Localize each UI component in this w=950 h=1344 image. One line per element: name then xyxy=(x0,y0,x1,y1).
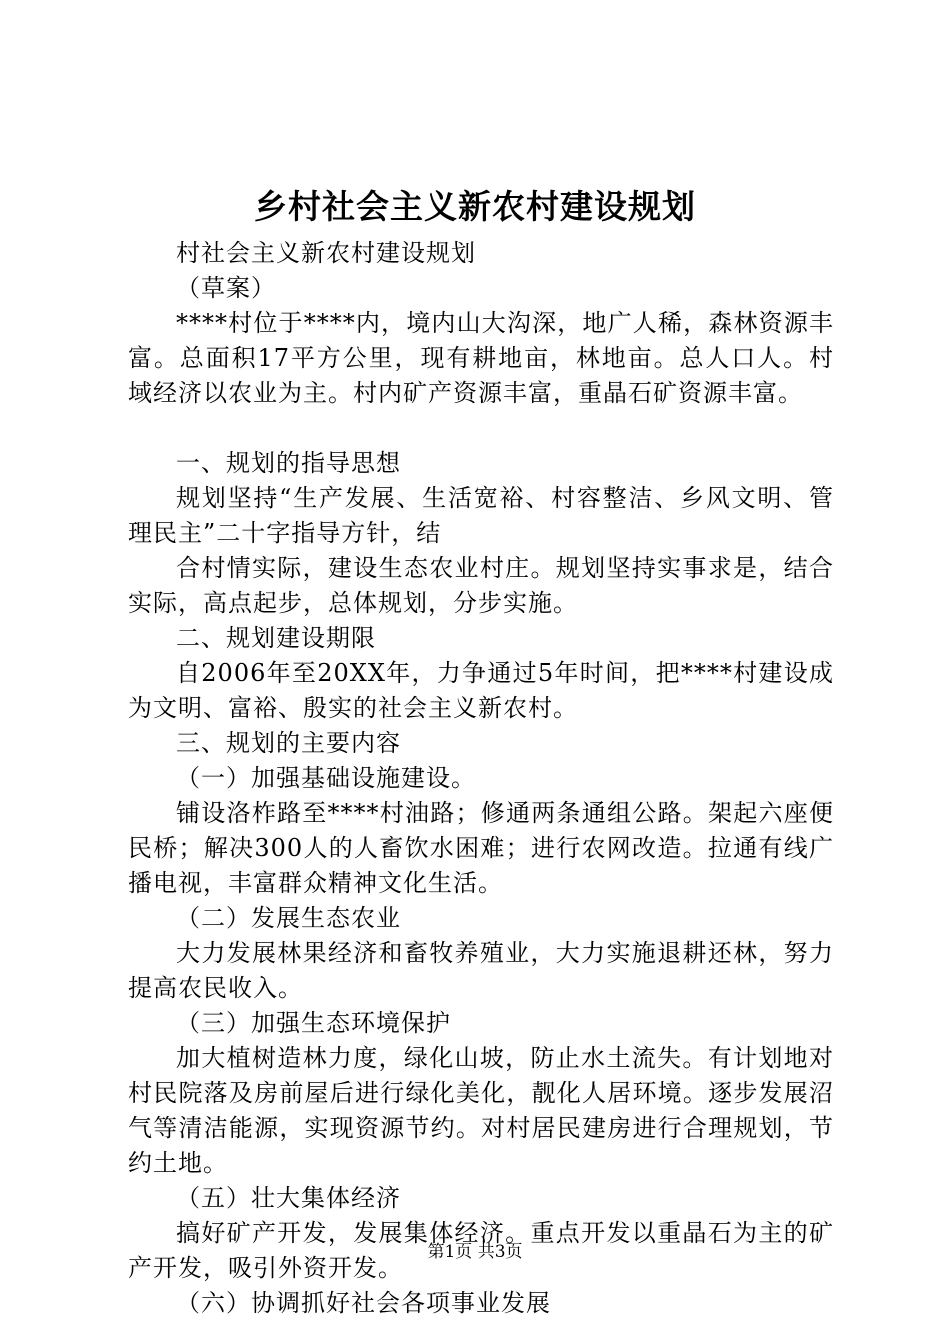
subsection-heading-1: （一）加强基础设施建设。 xyxy=(176,764,476,792)
intro-paragraph: ****村位于****内，境内山大沟深，地广人稀，森林资源丰富。总面积17平方公里，现有耕地亩，林地亩。总人口人。村域经济以农业为主。村内矿产资源丰富，重晶石矿资源丰富。 xyxy=(128,309,834,407)
body-paragraph: 加大植树造林力度，绿化山坡，防止水土流失。有计划地对村民院落及房前屋后进行绿化美化，靓化人居环境。逐步发展沼气等清洁能源，实现资源节约。对村居民建房进行合理规划，节约土地。 xyxy=(128,1044,834,1177)
subsection-heading-2: （二）发展生态农业 xyxy=(176,904,401,932)
section-heading-1: 一、规划的指导思想 xyxy=(176,449,401,477)
subsection-heading-5: （五）壮大集体经济 xyxy=(176,1184,401,1212)
subtitle-paragraph: 村社会主义新农村建设规划 xyxy=(176,239,476,267)
subsection-heading-6: （六）协调抓好社会各项事业发展 xyxy=(176,1289,551,1317)
document-body xyxy=(128,236,834,1321)
subsection-heading-3: （三）加强生态环境保护 xyxy=(176,1009,451,1037)
draft-label: （草案） xyxy=(176,274,276,302)
body-paragraph: 铺设洛柞路至****村油路；修通两条通组公路。架起六座便民桥；解决300人的人畜饮水困难；进行农网改造。拉通有线广播电视，丰富群众精神文化生活。 xyxy=(128,799,834,897)
paragraph-gap xyxy=(128,411,834,446)
body-paragraph: 规划坚持“生产发展、生活宽裕、村容整洁、乡风文明、管理民主”二十字指导方针，结 xyxy=(128,484,834,547)
document-title: 乡村社会主义新农村建设规划 xyxy=(254,187,696,226)
section-heading-3: 三、规划的主要内容 xyxy=(176,729,401,757)
section-heading-2: 二、规划建设期限 xyxy=(176,624,376,652)
body-paragraph: 搞好矿产开发，发展集体经济。重点开发以重晶石为主的矿产开发，吸引外资开发。 xyxy=(128,1219,834,1282)
body-paragraph: 大力发展林果经济和畜牧养殖业，大力实施退耕还林，努力提高农民收入。 xyxy=(128,939,834,1002)
body-paragraph: 自2006年至20XX年，力争通过5年时间，把****村建设成为文明、富裕、殷实的社会主义新农村。 xyxy=(128,659,834,722)
body-paragraph: 合村情实际，建设生态农业村庄。规划坚持实事求是，结合实际，高点起步，总体规划，分步实施。 xyxy=(128,554,834,617)
page-indicator: 第1页 共3页 xyxy=(427,1242,523,1262)
